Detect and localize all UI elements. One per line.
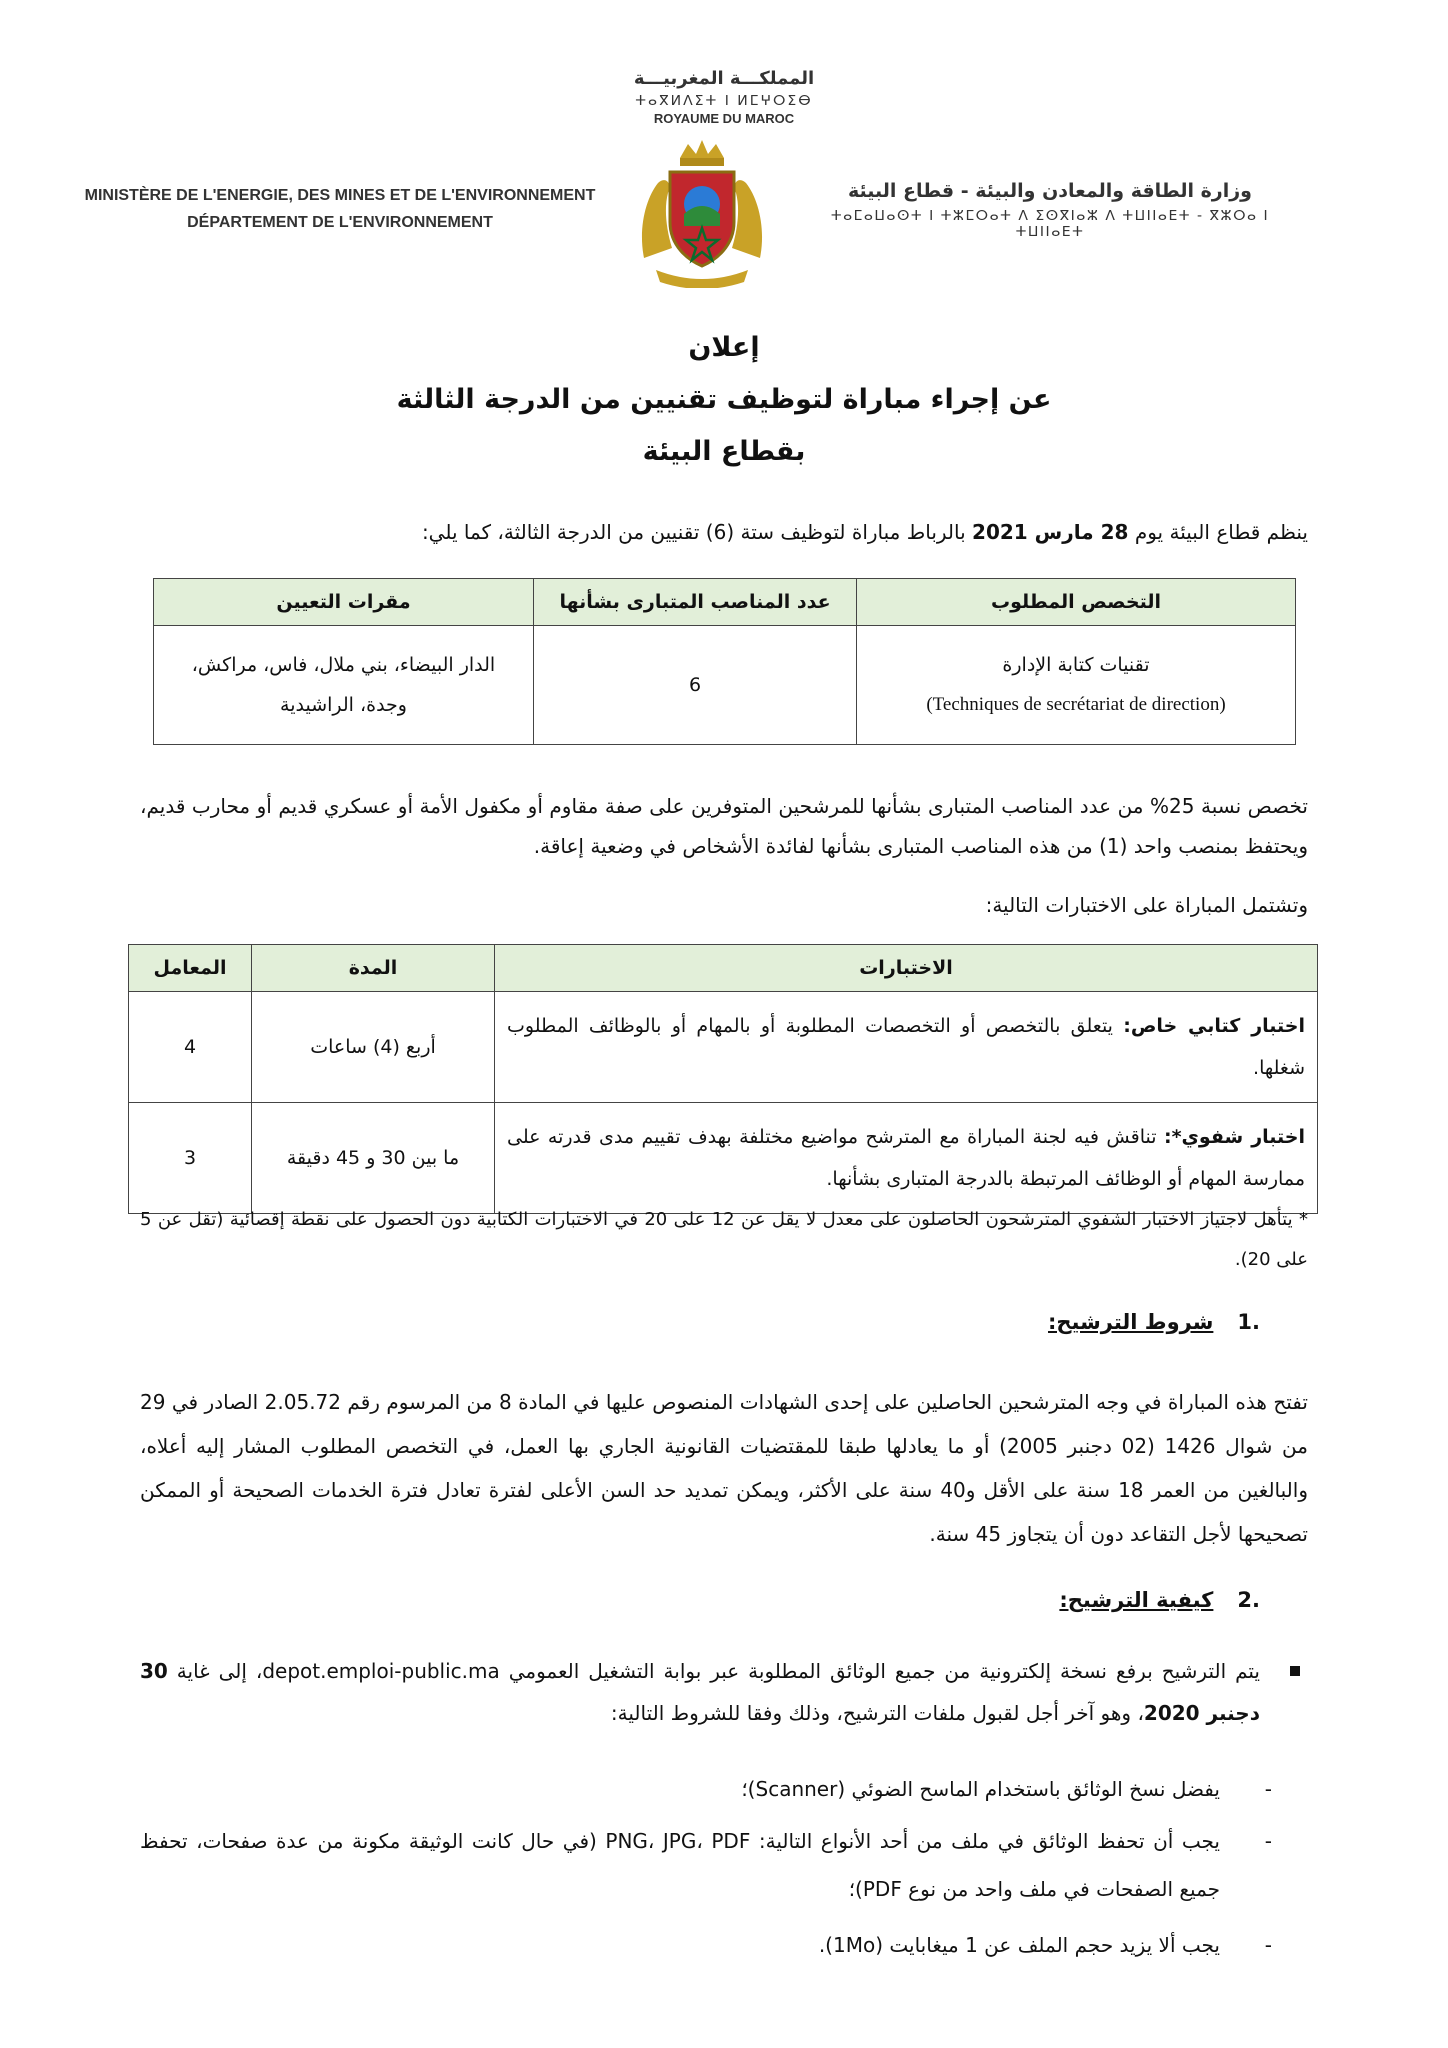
table-header-row (154, 579, 1296, 626)
column-header: المدة (252, 945, 495, 992)
deadline-date: 30 دجنبر 2020 (140, 1659, 1260, 1725)
title-line-1: إعلان (688, 332, 760, 363)
kingdom-name-fr: ROYAUME DU MAROC (653, 111, 795, 126)
conditions-paragraph: تفتح هذه المباراة في وجه المترشحين الحاصلين على إحدى الشهادات المنصوص عليها في المادة 8 من المرسوم رقم 2.05.72 الصادر في 29 من شوال 1426 (02 دجنبر 2005) أو ما يعادلها طبقا للمقتضيات القانونية الجاري بها العمل، في التخصص المطلوب المشار إليه أعلاه، والبالغين من العمر 18 سنة على الأقل و40 سنة على الأكثر، ويمكن تمديد حد السن الأعلى لفترة تعادل فترة الخدمات الصحيحة أو الممكن تصحيحها لأجل التقاعد دون أن يتجاوز 45 سنة. (140, 1390, 1308, 1546)
oral-test-footnote: * يتأهل لاجتياز الاختبار الشفوي المترشحون الحاصلون على معدل لا يقل عن 12 على 20 في الاختبارات الكتابية دون الحصول على نقطة إقصائية (تقل عن 5 على 20). (140, 1209, 1308, 1270)
table-row (129, 992, 1318, 1103)
table-row (129, 1103, 1318, 1214)
column-header: الاختبارات (495, 945, 1318, 992)
application-bullet: يتم الترشيح برفع نسخة إلكترونية من جميع الوثائق المطلوبة عبر بوابة التشغيل العمومي depot.emploi-public.ma، إلى غاية 30 دجنبر 2020، وهو آخر أجل لقبول ملفات الترشيح، وذلك وفقا للشروط التالية: (140, 1650, 1260, 1734)
test-cell: اختبار كتابي خاص: يتعلق بالتخصص أو التخصصات المطلوبة أو بالمهام أو بالوظائف المطلوب شغلها. (495, 992, 1318, 1103)
column-header: التخصص المطلوب (857, 579, 1296, 626)
letterhead (0, 60, 1448, 290)
specialty-cell: تقنيات كتابة الإدارة (Techniques de secrétariat de direction) (857, 626, 1296, 745)
column-header: المعامل (129, 945, 252, 992)
kingdom-name-tifinagh: ⵜⴰⴳⵍⴷⵉⵜ ⵏ ⵍⵎⵖⵔⵉⴱ (635, 93, 813, 109)
reserved-quota-paragraph: تخصص نسبة 25% من عدد المناصب المتبارى بشأنها للمرشحين المتوفرين على صفة مقاوم أو مكفول الأمة أو عسكري قديم أو محارب قديم، ويحتفظ بمنصب واحد (1) من هذه المناصب المتبارى بشأنها لفائدة الأشخاص في وضعية إعاقة. (140, 794, 1308, 858)
section-heading-conditions: .1شروط الترشيح: (1048, 1310, 1260, 1334)
title-line-3: بقطاع البيئة (642, 436, 806, 467)
ministry-name-ar: وزارة الطاقة والمعادن والبيئة - قطاع البيئة ⵜⴰⵎⴰⵡⴰⵙⵜ ⵏ ⵜⵣⵎⵔⴰⵜ ⴷ ⵉⵙⴳⵏⴰⵣ ⴷ ⵜⵡⵏⵏⴰⴹⵜ - ⴳⵣⵔⴰ ⵏ ⵜⵡⵏⵏⴰⴹⵜ (810, 180, 1290, 240)
column-header: مقرات التعيين (154, 579, 534, 626)
title-line-2: عن إجراء مباراة لتوظيف تقنيين من الدرجة الثالثة (396, 384, 1052, 415)
coefficient-cell: 3 (129, 1103, 252, 1214)
duration-cell: ما بين 30 و 45 دقيقة (252, 1103, 495, 1214)
kingdom-block (0, 68, 1448, 126)
tests-intro: وتشتمل المباراة على الاختبارات التالية: (985, 893, 1308, 917)
locations-cell: الدار البيضاء، بني ملال، فاس، مراكش، وجدة، الراشيدية (154, 626, 534, 745)
posts-table (153, 578, 1296, 745)
kingdom-name-ar: المملكـــة المغربيـــة (633, 68, 815, 89)
intro-paragraph: ينظم قطاع البيئة يوم 28 مارس 2021 بالرباط مباراة لتوظيف ستة (6) تقنيين من الدرجة الثالثة، كما يلي: (421, 520, 1308, 544)
list-item: - يجب أن تحفظ الوثائق في ملف من أحد الأنواع التالية: PNG، JPG، PDF (في حال كانت الوثيقة مكونة من عدة صفحات، تحفظ جميع الصفحات في ملف واحد من نوع PDF)؛ (140, 1817, 1220, 1913)
test-cell: اختبار شفوي*: تناقش فيه لجنة المباراة مع المترشح مواضيع مختلفة بهدف تقييم مدى قدرته على ممارسة المهام أو الوظائف المرتبطة بالدرجة المتبارى بشأنها. (495, 1103, 1318, 1214)
column-header: عدد المناصب المتبارى بشأنها (534, 579, 857, 626)
dash-marker: - (1264, 1933, 1272, 1957)
ministry-name-fr: MINISTÈRE DE L'ENERGIE, DES MINES ET DE L'ENVIRONNEMENT DÉPARTEMENT DE L'ENVIRONNEMENT (84, 187, 596, 231)
exam-date: 28 مارس 2021 (972, 520, 1129, 544)
list-item: - يفضل نسخ الوثائق باستخدام الماسح الضوئي (Scanner)؛ (140, 1765, 1220, 1813)
ministry-name-tifinagh: ⵜⴰⵎⴰⵡⴰⵙⵜ ⵏ ⵜⵣⵎⵔⴰⵜ ⴷ ⵉⵙⴳⵏⴰⵣ ⴷ ⵜⵡⵏⵏⴰⴹⵜ - ⴳⵣⵔⴰ ⵏ ⵜⵡⵏⵏⴰⴹⵜ (830, 208, 1270, 240)
list-item: - يجب ألا يزيد حجم الملف عن 1 ميغابايت (1Mo). (140, 1921, 1220, 1969)
post-count-cell: 6 (534, 626, 857, 745)
coefficient-cell: 4 (129, 992, 252, 1103)
table-row (154, 626, 1296, 745)
announcement-title (0, 322, 1448, 478)
duration-cell: أربع (4) ساعات (252, 992, 495, 1103)
bullet-square-icon (1290, 1666, 1300, 1676)
coat-of-arms-icon (636, 138, 768, 288)
section-heading-application: .2كيفية الترشيح: (1059, 1588, 1260, 1612)
table-header-row (129, 945, 1318, 992)
dash-marker: - (1264, 1777, 1272, 1801)
tests-table (128, 944, 1318, 1214)
dash-marker: - (1264, 1829, 1272, 1853)
